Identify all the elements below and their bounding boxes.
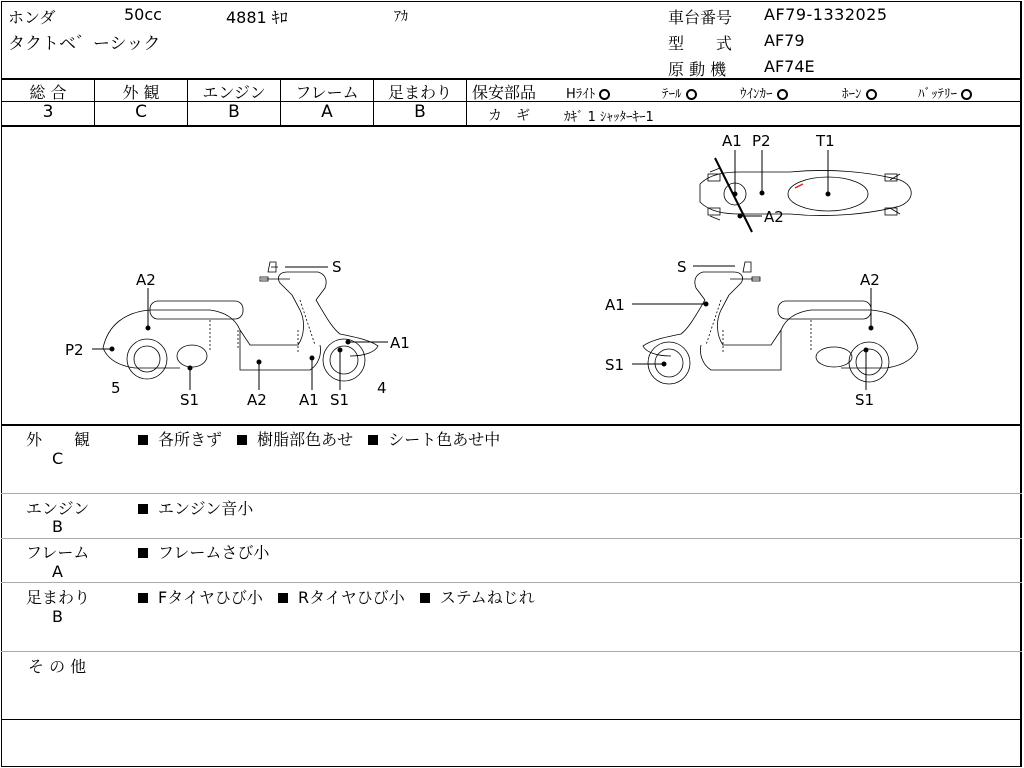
grade-label-overall: 総 合 xyxy=(29,83,67,102)
remark-label-engine: エンジン xyxy=(26,499,90,518)
label-left-A2: A2 xyxy=(136,271,156,289)
remark-items-frame: フレームさび小 xyxy=(138,540,269,563)
bullet-icon xyxy=(420,593,430,603)
displacement: 50cc xyxy=(124,5,162,24)
remark-grade-frame: A xyxy=(52,562,63,581)
label-left-S1b: S1 xyxy=(330,391,350,409)
label-left-A1: A1 xyxy=(299,391,319,409)
bullet-icon xyxy=(278,593,288,603)
safety-item-winker: ｳｲﾝｶｰ xyxy=(740,83,788,102)
safety-label: 保安部品 xyxy=(472,83,537,102)
frame-no: AF79-1332025 xyxy=(764,5,888,24)
grade-value-suspension: B xyxy=(414,102,426,122)
bullet-icon xyxy=(368,435,378,445)
remark-grade-exterior: C xyxy=(52,449,64,468)
remark-label-other: そ の 他 xyxy=(28,657,87,676)
bullet-icon xyxy=(138,593,148,603)
remark-grade-suspension: B xyxy=(52,607,63,626)
label-right-S1b: S1 xyxy=(855,391,875,409)
label-left-S1a: S1 xyxy=(180,391,200,409)
damage-mark-red xyxy=(795,184,803,188)
type-value: AF79 xyxy=(764,31,805,50)
maker: ホンダ xyxy=(8,8,56,27)
remarks-divider xyxy=(1,582,1022,583)
label-right-S1a: S1 xyxy=(605,356,625,374)
frame-no-label: 車台番号 xyxy=(668,8,733,27)
ok-mark-icon xyxy=(599,89,610,100)
label-right-A1: A1 xyxy=(605,296,625,314)
bullet-icon xyxy=(237,435,247,445)
grade-label-suspension: 足まわり xyxy=(387,83,452,102)
ok-mark-icon xyxy=(777,89,788,100)
model-name: タクトベ゛ーシック xyxy=(8,34,161,54)
mileage: 4881 ｷﾛ xyxy=(226,8,288,27)
bullet-icon xyxy=(138,435,148,445)
engine-label: 原 動 機 xyxy=(668,60,727,79)
color: ｱｶ xyxy=(394,9,408,25)
safety-item-tail: ﾃｰﾙ xyxy=(662,83,697,102)
label-left-A1r: A1 xyxy=(390,334,410,352)
grade-value-engine: B xyxy=(228,102,240,122)
key-label: カ ギ xyxy=(488,108,530,124)
bullet-icon xyxy=(138,504,148,514)
remarks-divider xyxy=(1,538,1022,539)
remark-label-suspension: 足まわり xyxy=(26,588,91,607)
safety-item-horn: ﾎｰﾝ xyxy=(842,83,877,102)
grade-label-exterior: 外 観 xyxy=(122,83,160,102)
key-value: ｶｷﾞ 1 ｼｬｯﾀｰｷｰ1 xyxy=(564,110,654,125)
damage-diagram xyxy=(0,126,1022,424)
label-left-A2b: A2 xyxy=(247,391,267,409)
remark-label-exterior: 外 観 xyxy=(26,430,91,449)
grade-divider xyxy=(466,79,467,126)
bullet-icon xyxy=(138,548,148,558)
ok-mark-icon xyxy=(866,89,877,100)
remark-items-exterior: 各所きず 樹脂部色あせ シート色あせ中 xyxy=(138,427,500,450)
label-right-A2: A2 xyxy=(860,271,880,289)
grade-value-overall: 3 xyxy=(42,102,54,122)
label-left-P2: P2 xyxy=(65,341,84,359)
remarks-top-border xyxy=(1,424,1022,426)
ok-mark-icon xyxy=(686,89,697,100)
label-right-S: S xyxy=(677,258,687,276)
remarks-divider xyxy=(1,493,1022,494)
label-top-A2: A2 xyxy=(764,208,784,226)
safety-item-battery: ﾊﾞｯﾃﾘｰ xyxy=(918,83,972,102)
remark-items-suspension: Fタイヤひび小 Rタイヤひび小 ステムねじれ xyxy=(138,585,535,608)
grade-label-frame: フレーム xyxy=(295,83,359,102)
label-top-P2: P2 xyxy=(752,132,771,150)
remarks-bottom-line xyxy=(1,719,1022,720)
safety-item-headlight: Hﾗｲﾄ xyxy=(566,83,610,102)
scooter-top-view xyxy=(700,158,911,232)
grade-value-frame: A xyxy=(321,102,333,122)
grade-value-exterior: C xyxy=(135,102,147,122)
label-top-T1: T1 xyxy=(816,132,835,150)
label-left-S: S xyxy=(332,258,342,276)
grade-label-engine: エンジン xyxy=(202,83,266,102)
label-left-4: 4 xyxy=(377,379,387,397)
label-left-5: 5 xyxy=(111,379,121,397)
engine-value: AF74E xyxy=(764,57,815,76)
ok-mark-icon xyxy=(961,89,972,100)
remark-items-engine: エンジン音小 xyxy=(138,496,253,519)
remark-label-frame: フレーム xyxy=(26,543,90,562)
type-label: 型 式 xyxy=(668,34,733,53)
label-top-A1: A1 xyxy=(722,132,742,150)
remark-grade-engine: B xyxy=(52,517,63,536)
remarks-divider xyxy=(1,651,1022,652)
